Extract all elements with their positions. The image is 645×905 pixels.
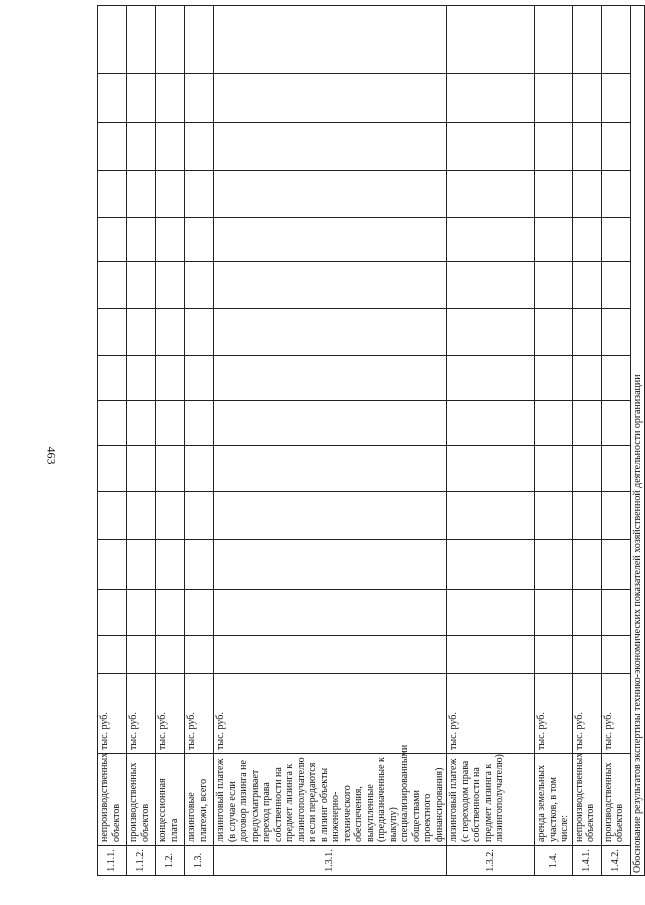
table-row <box>214 6 447 876</box>
row-unit: тыс. руб. <box>185 674 214 754</box>
table-row <box>156 6 185 876</box>
table-row <box>630 6 645 876</box>
row-name: концессионная плата <box>156 754 185 846</box>
row-name: непроизводственных объектов <box>572 754 601 846</box>
row-code: 1.1.1. <box>98 846 127 876</box>
row-unit: тыс. руб. <box>127 674 156 754</box>
row-unit: тыс. руб. <box>535 674 573 754</box>
table-row <box>535 6 573 876</box>
row-name: аренда земельных участков, в том числе: <box>535 754 573 846</box>
row-code: 1.3.2. <box>447 846 535 876</box>
row-name: производственных объектов <box>601 754 630 846</box>
row-unit: тыс. руб. <box>572 674 601 754</box>
row-code: 1.2. <box>156 846 185 876</box>
row-name: непроизводственных объектов <box>98 754 127 846</box>
table-row <box>572 6 601 876</box>
row-unit: тыс. руб. <box>214 674 447 754</box>
table-row <box>98 6 127 876</box>
row-unit: тыс. руб. <box>98 674 127 754</box>
row-name: лизинговый платеж (в случае если договор лизинга не предусматривает переход права собственности на предмет лизинга к лизингополучателю и если передаются в лизинг объекты инженерно-технического обеспечения, выкупленные (предназначенные к выкупу) специализированными обществами проектного финансирования) <box>214 754 447 846</box>
row-code: 1.4.1. <box>572 846 601 876</box>
row-unit: тыс. руб. <box>601 674 630 754</box>
section-heading: Обоснование результатов экспертизы технико-экономических показателей хозяйственной деятельности организации <box>630 6 645 876</box>
row-code: 1.4.2. <box>601 846 630 876</box>
row-name: производственных объектов <box>127 754 156 846</box>
row-name: лизинговый платеж (с переходом права собственности на предмет лизинга к лизингополучателю) <box>447 754 535 846</box>
row-code: 1.1.2. <box>127 846 156 876</box>
page-number: 463 <box>44 446 59 465</box>
row-unit: тыс. руб. <box>447 674 535 754</box>
row-name: лизинговые платежи, всего <box>185 754 214 846</box>
table-row <box>601 6 630 876</box>
row-code: 1.4. <box>535 846 573 876</box>
indicators-table <box>97 5 645 876</box>
rotated-table-container <box>97 56 643 876</box>
table-row <box>127 6 156 876</box>
row-code: 1.3. <box>185 846 214 876</box>
table-row <box>185 6 214 876</box>
table-row <box>447 6 535 876</box>
row-code: 1.3.1. <box>214 846 447 876</box>
row-unit: тыс. руб. <box>156 674 185 754</box>
